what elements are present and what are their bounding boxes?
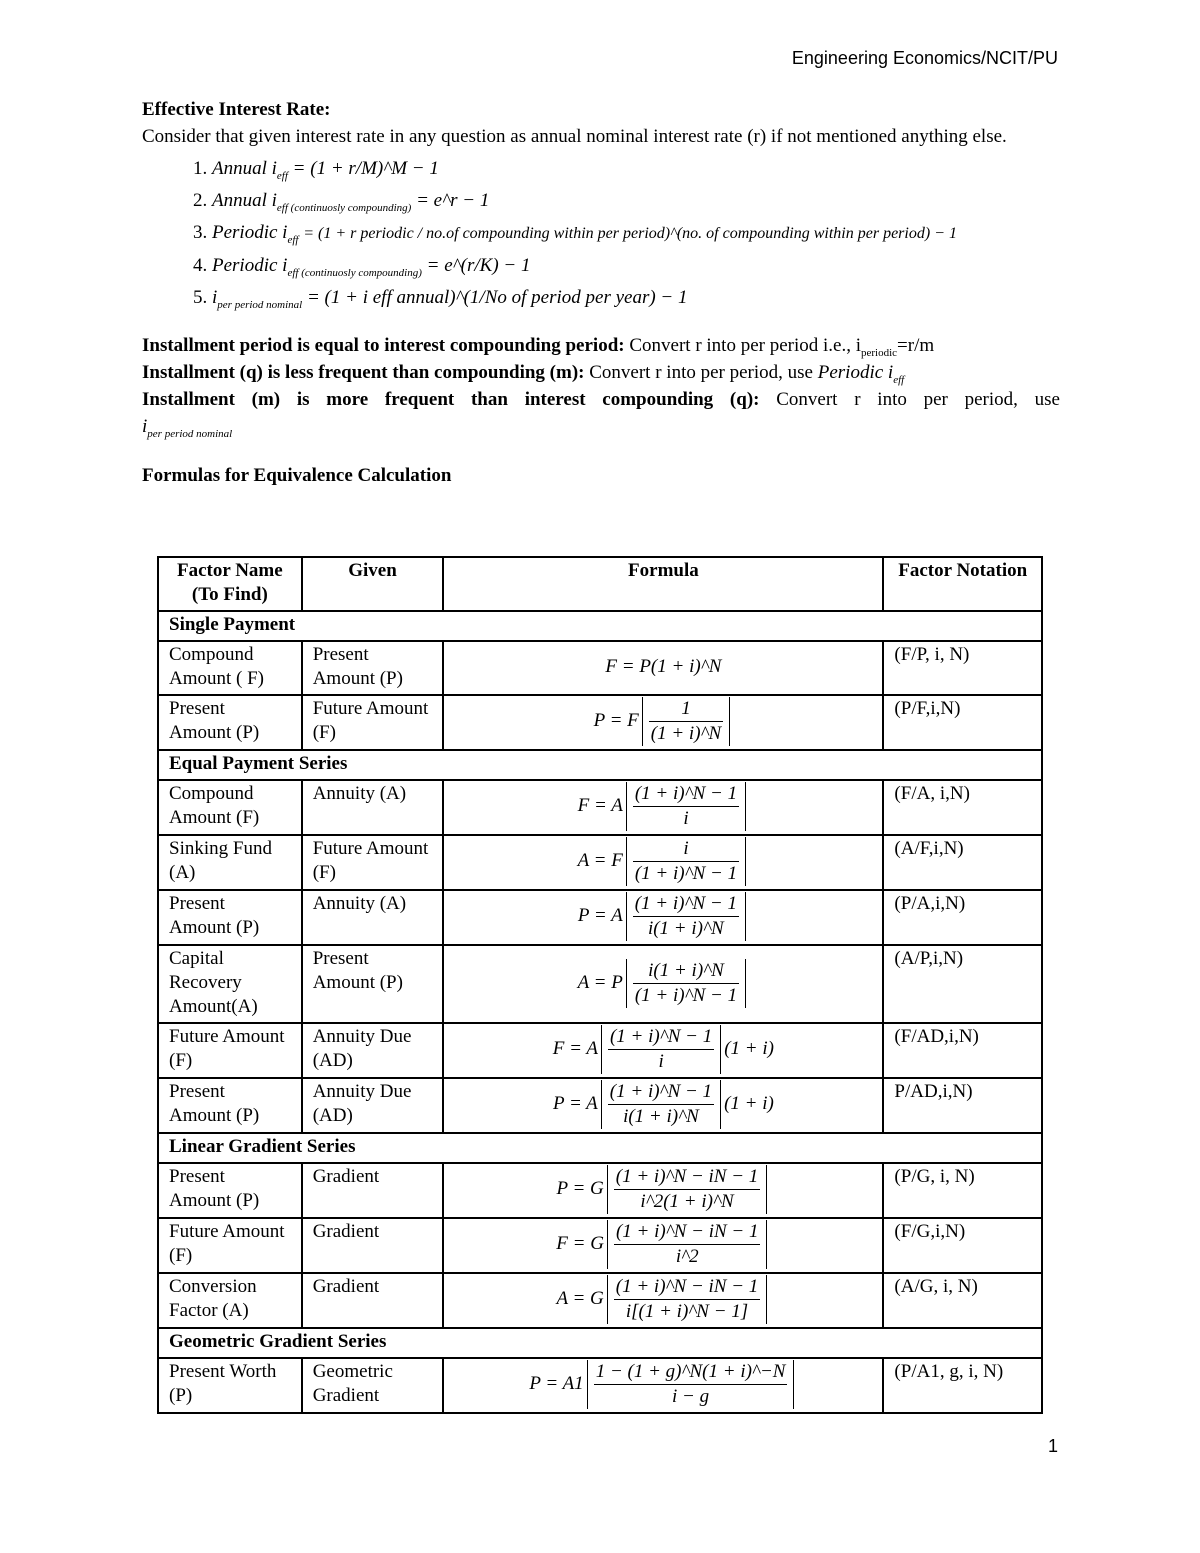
given-cell: Future Amount (F): [302, 835, 444, 890]
notation-cell: (F/AD,i,N): [883, 1023, 1042, 1078]
header-notation: Factor Notation: [883, 557, 1042, 611]
formula-cell: F = P(1 + i)^N: [443, 641, 883, 695]
notation-cell: (A/F,i,N): [883, 835, 1042, 890]
rule-equal-period: Installment period is equal to interest compounding period: Convert r into per period i.e., $i_{periodic}=r/m$: [142, 335, 935, 359]
notation-cell: (F/A, i,N): [883, 780, 1042, 835]
formula-item: 1. Annual $i_{eff} = (1$ + r/M)^M − 1: [212, 153, 1060, 185]
table-header-row: [158, 557, 1042, 611]
factor-name-cell: Compound Amount (F): [158, 780, 302, 835]
formula-cell: F = G $\frac{(1 + i)\^{}N - iN - 1}{i\^{}2}$: [443, 1218, 883, 1273]
given-cell: Annuity Due (AD): [302, 1023, 444, 1078]
given-cell: Annuity (A): [302, 890, 444, 945]
factor-name-cell: Conversion Factor (A): [158, 1273, 302, 1328]
table-row: [158, 780, 1042, 835]
formula-cell: F = A $\frac{(1 + i)\^{}N - 1}{i}$ (1 + i): [443, 1023, 883, 1078]
given-cell: Gradient: [302, 1273, 444, 1328]
factor-name-cell: Geometric Gradient Series: [158, 1328, 1042, 1358]
formula-cell: F = A $\frac{(1 + i)\^{}N - 1}{i}$: [443, 780, 883, 835]
given-cell: Future Amount (F): [302, 695, 444, 750]
formula-item: 5. $i_{per period nominal} = (1 + i$ eff annual)^(1/No of period per year) − 1: [212, 282, 1060, 314]
table-row: [158, 835, 1042, 890]
factor-name-cell: Present Amount (P): [158, 890, 302, 945]
rule-more-frequent-math: $i_{per period nominal}$: [142, 416, 233, 440]
given-cell: Present Amount (P): [302, 641, 444, 695]
factor-name-cell: Single Payment: [158, 611, 1042, 641]
factor-name-cell: Capital Recovery Amount(A): [158, 945, 302, 1023]
rule-less-frequent: Installment (q) is less frequent than compounding (m): Convert r into per period, use Periodic $i_{eff}$: [142, 362, 905, 386]
given-cell: Geometric Gradient: [302, 1358, 444, 1413]
notation-cell: P/AD,i,N): [883, 1078, 1042, 1133]
notation-cell: (P/F,i,N): [883, 695, 1042, 750]
formula-cell: P = A $\frac{(1 + i)\^{}N - 1}{i(1 + i)\^{}N}$: [443, 890, 883, 945]
main-content: [142, 96, 1060, 488]
formula-cell: A = G $\frac{(1 + i)\^{}N - iN - 1}{i[(1 + i)\^{}N - 1]}$: [443, 1273, 883, 1328]
intro-paragraph: Consider that given interest rate in any question as annual nominal interest rate (r) if not mentioned anything else.: [142, 126, 1007, 147]
section-row: [158, 750, 1042, 780]
section-row: [158, 1133, 1042, 1163]
factor-name-cell: Present Amount (P): [158, 1078, 302, 1133]
formula-list: [142, 153, 1060, 314]
header-given: Given: [302, 557, 444, 611]
page-header: Engineering Economics/NCIT/PU: [791, 48, 1058, 68]
table-row: [158, 945, 1042, 1023]
factor-name-cell: Present Worth (P): [158, 1358, 302, 1413]
table-row: [158, 1358, 1042, 1413]
formula-item: 3. Periodic $i_{eff} = (1 + r$ periodic / no.of compounding within per period)^(no. of compounding within per period) − 1: [212, 217, 1060, 250]
factor-name-cell: Equal Payment Series: [158, 750, 1042, 780]
formula-item: 2. Annual $i_{eff (continuosly compounding)}$ = e^r − 1: [212, 185, 1060, 217]
table-row: [158, 1218, 1042, 1273]
factor-name-cell: Present Amount (P): [158, 1163, 302, 1218]
table-row: [158, 695, 1042, 750]
given-cell: Gradient: [302, 1218, 444, 1273]
table-title: Formulas for Equivalence Calculation: [142, 465, 452, 486]
notation-cell: (F/G,i,N): [883, 1218, 1042, 1273]
formula-cell: P = F $\frac{1}{(1 + i)\^{}N}$: [443, 695, 883, 750]
section-row: [158, 1328, 1042, 1358]
notation-cell: (P/A1, g, i, N): [883, 1358, 1042, 1413]
notation-cell: (A/P,i,N): [883, 945, 1042, 1023]
given-cell: Gradient: [302, 1163, 444, 1218]
table-row: [158, 641, 1042, 695]
formula-item: 4. Periodic $i_{eff (continuosly compounding)}$ = e^(r/K) − 1: [212, 250, 1060, 282]
factor-name-cell: Present Amount (P): [158, 695, 302, 750]
factor-name-cell: Compound Amount ( F): [158, 641, 302, 695]
formula-cell: P = A1 $\frac{1 - (1 + g)\^{}N(1 + i)\^{}-N}{i - g}$: [443, 1358, 883, 1413]
formula-cell: P = G $\frac{(1 + i)\^{}N - iN - 1}{i\^{}2(1 + i)\^{}N}$: [443, 1163, 883, 1218]
given-cell: Annuity Due (AD): [302, 1078, 444, 1133]
table-row: [158, 1273, 1042, 1328]
table-row: [158, 1023, 1042, 1078]
formula-cell: A = F $\frac{i}{(1 + i)\^{}N - 1}$: [443, 835, 883, 890]
section-row: [158, 611, 1042, 641]
given-cell: Annuity (A): [302, 780, 444, 835]
factor-name-cell: Sinking Fund (A): [158, 835, 302, 890]
installment-rules: [142, 332, 1060, 440]
section-heading-effective-interest: Effective Interest Rate:: [142, 99, 331, 120]
page-number: 1: [1047, 1436, 1058, 1456]
notation-cell: (P/A,i,N): [883, 890, 1042, 945]
header-formula: Formula: [443, 557, 883, 611]
notation-cell: (A/G, i, N): [883, 1273, 1042, 1328]
formula-cell: A = P $\frac{i(1 + i)\^{}N}{(1 + i)\^{}N - 1}$: [443, 945, 883, 1023]
formula-cell: P = A $\frac{(1 + i)\^{}N - 1}{i(1 + i)\^{}N}$ (1 + i): [443, 1078, 883, 1133]
factor-name-cell: Future Amount (F): [158, 1023, 302, 1078]
factor-name-cell: Future Amount (F): [158, 1218, 302, 1273]
given-cell: Present Amount (P): [302, 945, 444, 1023]
header-factor-name: Factor Name (To Find): [158, 557, 302, 611]
table-row: [158, 1163, 1042, 1218]
rule-more-frequent: Installment (m) is more frequent than interest compounding (q): Convert r into per period, use: [142, 389, 1060, 410]
equivalence-table: [157, 556, 1043, 1414]
table-row: [158, 890, 1042, 945]
notation-cell: (F/P, i, N): [883, 641, 1042, 695]
table-row: [158, 1078, 1042, 1133]
factor-name-cell: Linear Gradient Series: [158, 1133, 1042, 1163]
notation-cell: (P/G, i, N): [883, 1163, 1042, 1218]
